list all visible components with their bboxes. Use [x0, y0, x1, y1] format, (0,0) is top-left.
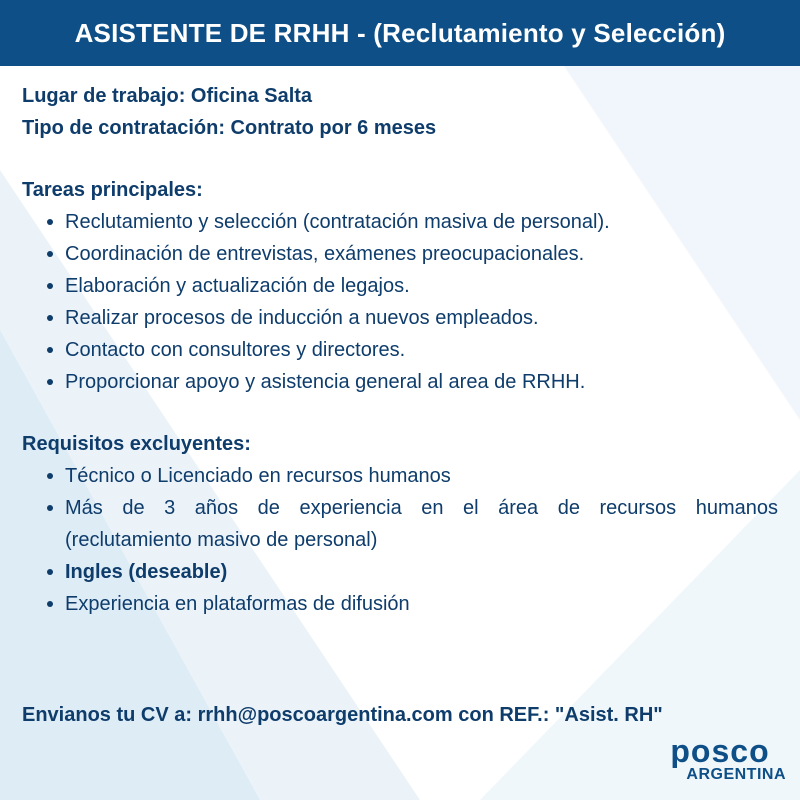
page-title: ASISTENTE DE RRHH - (Reclutamiento y Selección) — [74, 17, 726, 48]
list-item-line: (reclutamiento masivo de personal) — [65, 529, 378, 551]
contact-cta: Envianos tu CV a: rrhh@poscoargentina.com con REF.: "Asist. RH" — [22, 704, 663, 726]
header-banner — [0, 0, 800, 66]
list-item: Proporcionar apoyo y asistencia general al area de RRHH. — [22, 366, 778, 398]
list-item: Realizar procesos de inducción a nuevos empleados. — [22, 302, 778, 334]
posco-wordmark-icon — [652, 734, 788, 768]
tasks-title: Tareas principales: — [22, 179, 203, 201]
list-item: Ingles (deseable) — [22, 556, 778, 588]
requirements-list — [22, 460, 778, 620]
list-item: Elaboración y actualización de legajos. — [22, 270, 778, 302]
svg-text:posco: posco — [670, 734, 770, 768]
workplace-line: Lugar de trabajo: Oficina Salta — [22, 85, 313, 107]
job-details — [22, 80, 778, 620]
requirements-title: Requisitos excluyentes: — [22, 433, 251, 455]
list-item: Técnico o Licenciado en recursos humanos — [22, 460, 778, 492]
list-item: Coordinación de entrevistas, exámenes preocupacionales. — [22, 238, 778, 270]
contract-line: Tipo de contratación: Contrato por 6 meses — [22, 117, 437, 139]
list-item-line: Más de 3 años de experiencia en el área de recursos humanos — [65, 497, 778, 519]
list-item: Experiencia en plataformas de difusión — [22, 588, 778, 620]
list-item: Contacto con consultores y directores. — [22, 334, 778, 366]
posco-logo — [652, 734, 788, 792]
tasks-list — [22, 206, 778, 398]
list-item: Reclutamiento y selección (contratación masiva de personal). — [22, 206, 778, 238]
list-item — [22, 492, 778, 556]
logo-subtitle: ARGENTINA — [686, 766, 786, 783]
